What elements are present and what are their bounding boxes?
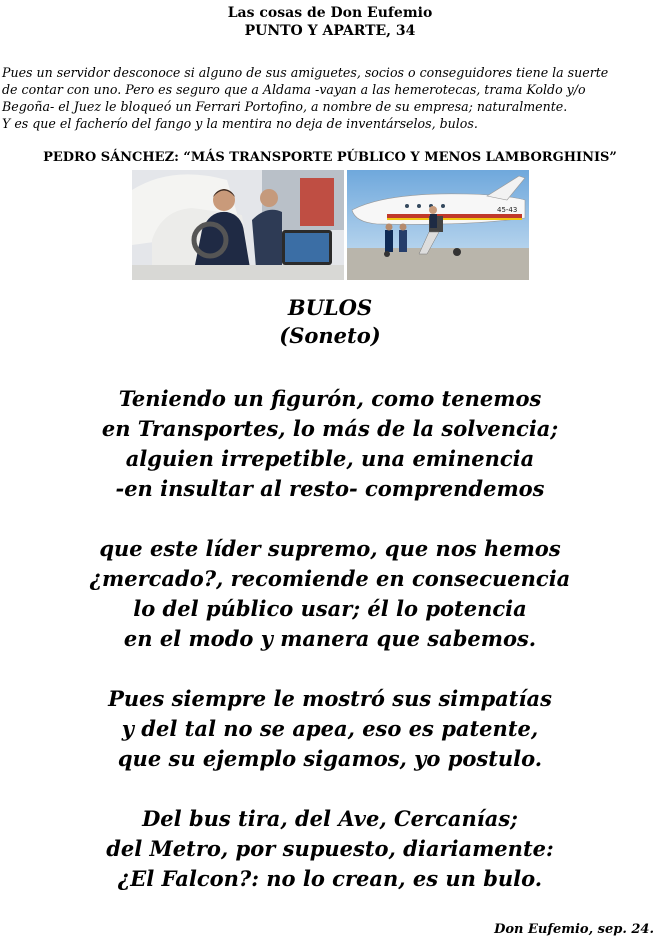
verse-line: que este líder supremo, que nos hemos xyxy=(99,536,561,561)
verse-line: Teniendo un figurón, como tenemos xyxy=(118,386,542,411)
photo-strip xyxy=(0,170,660,280)
photo-falcon-jet xyxy=(347,170,529,280)
verse-line: del Metro, por supuesto, diariamente: xyxy=(106,836,554,861)
verse-line: Del bus tira, del Ave, Cercanías; xyxy=(142,806,518,831)
author-signature: Don Eufemio, sep. 24. xyxy=(494,922,654,937)
verse-line: que su ejemplo sigamos, yo postulo. xyxy=(117,746,543,771)
column-title: Las cosas de Don Eufemio xyxy=(227,5,433,21)
column-subtitle: PUNTO Y APARTE, 34 xyxy=(244,23,416,39)
stanza-2 xyxy=(0,534,660,654)
photo-electric-car-illustration xyxy=(132,170,344,280)
verse-line: en Transportes, lo más de la solvencia; xyxy=(101,416,559,441)
verse-line: Pues siempre le mostró sus simpatías xyxy=(108,686,552,711)
verse-line: en el modo y manera que sabemos. xyxy=(123,626,537,651)
stanza-3 xyxy=(0,684,660,774)
verse-line: ¿El Falcon?: no lo crean, es un bulo. xyxy=(117,866,543,891)
intro-line: Begoña- el Juez le bloqueó un Ferrari Portofino, a nombre de su empresa; naturalmente. xyxy=(2,99,568,114)
poem-heading xyxy=(0,294,660,350)
verse-line: alguien irrepetible, una eminencia xyxy=(125,446,535,471)
photo-electric-car xyxy=(132,170,344,280)
section-title: PEDRO SÁNCHEZ: “MÁS TRANSPORTE PÚBLICO Y MENOS LAMBORGHINIS” xyxy=(43,150,617,165)
verse-line: ¿mercado?, recomiende en consecuencia xyxy=(89,566,571,591)
intro-paragraph xyxy=(2,64,658,132)
photo-falcon-jet-illustration xyxy=(347,170,529,280)
plane-registration: 45-43 xyxy=(497,206,518,214)
verse-line: -en insultar al resto- comprendemos xyxy=(115,476,545,501)
intro-line: Pues un servidor desconoce si alguno de sus amiguetes, socios o conseguidores tiene la suerte xyxy=(2,65,609,80)
verse-line: lo del público usar; él lo potencia xyxy=(133,596,527,621)
poem-title: BULOS xyxy=(287,295,373,320)
poem-subtitle: (Soneto) xyxy=(279,323,381,348)
intro-line: de contar con uno. Pero es seguro que a Aldama -vayan a las hemerotecas, trama Koldo y/o xyxy=(2,82,586,97)
page-header xyxy=(0,0,660,40)
verse-line: y del tal no se apea, eso es patente, xyxy=(121,716,539,741)
stanza-4 xyxy=(0,804,660,894)
stanza-1 xyxy=(0,384,660,504)
intro-line: Y es que el facherío del fango y la mentira no deja de inventárselos, bulos. xyxy=(2,116,478,131)
